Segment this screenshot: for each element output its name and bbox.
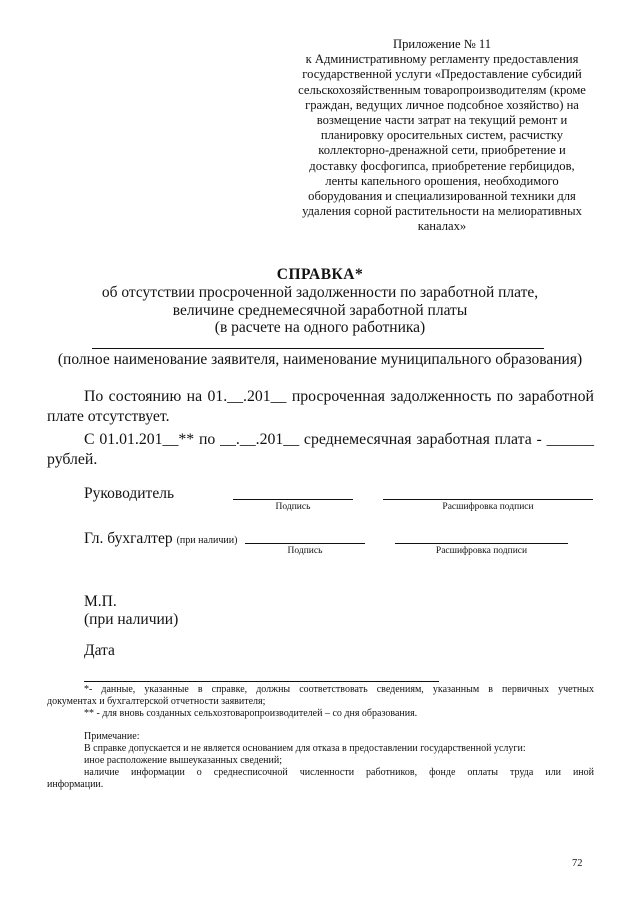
paragraph-1-line-2: плате отсутствует. <box>47 408 170 425</box>
appendix-line: государственной услуги «Предоставление субсидий <box>302 67 582 82</box>
appendix-line: возмещение части затрат на текущий ремонт и <box>316 113 568 128</box>
head-label: Руководитель <box>84 485 175 502</box>
subtitle-line: (в расчете на одного работника) <box>214 319 426 336</box>
appendix-line: Приложение № 11 <box>392 37 492 51</box>
accountant-signature-caption: Подпись <box>287 546 323 556</box>
appendix-line: ленты капельного орошения, необходимого <box>325 173 559 188</box>
footnote-separator <box>84 681 439 682</box>
footnote-star-1-line-1: *- данные, указанные в справке, должны соответствовать сведениям, указанным в первичных учетных <box>84 684 594 695</box>
paragraph-2-line-1: С 01.01.201__** по __.__.201__ среднемесячная заработная плата - ______ <box>84 431 594 448</box>
note-line-1: В справке допускается и не является основанием для отказа в предоставлении государственной услуги: <box>84 743 526 754</box>
appendix-line: оборудования и специализированной техники для <box>308 189 576 204</box>
head-decoding-line[interactable] <box>383 499 593 500</box>
accountant-decoding-line[interactable] <box>395 543 568 544</box>
appendix-line: доставку фосфогипса, приобретение гербицидов, <box>309 158 575 173</box>
head-decoding-caption: Расшифровка подписи <box>442 502 534 512</box>
paragraph-2-line-2: рублей. <box>47 451 98 468</box>
subtitle-line: об отсутствии просроченной задолженности по заработной плате, <box>101 284 539 301</box>
accountant-note: (при наличии) <box>176 535 238 546</box>
head-signature-line[interactable] <box>233 499 353 500</box>
appendix-line: сельскохозяйственным товаропроизводителям (кроме <box>298 82 586 97</box>
stamp-label: М.П. <box>84 593 117 610</box>
date-label: Дата <box>84 642 115 659</box>
accountant-decoding-caption: Расшифровка подписи <box>435 546 528 556</box>
appendix-line: к Административному регламенту предоставления <box>305 52 579 67</box>
accountant-signature-line[interactable] <box>245 543 365 544</box>
appendix-header <box>296 37 588 235</box>
footnote-star-2: ** - для вновь созданных сельхозтоваропроизводителей – со дня образования. <box>84 708 418 719</box>
appendix-line: каналах» <box>417 219 467 234</box>
applicant-name-line[interactable] <box>92 348 544 349</box>
accountant-label-group <box>84 530 237 548</box>
appendix-line: удаления сорной растительности на мелиоративных <box>302 204 582 219</box>
document-title: СПРАВКА* <box>276 266 364 283</box>
paragraph-1-line-1: По состоянию на 01.__.201__ просроченная задолженность по заработной <box>84 388 594 405</box>
subtitle-line: величине среднемесячной заработной платы <box>172 301 468 319</box>
note-line-3a: наличие информации о среднесписочной численности работников, фонде оплаты труда или иной <box>84 767 594 778</box>
applicant-caption: (полное наименование заявителя, наименование муниципального образования) <box>57 351 583 368</box>
page-number: 72 <box>572 858 583 869</box>
document-subtitle <box>60 284 580 337</box>
note-line-2: иное расположение вышеуказанных сведений; <box>84 755 283 766</box>
note-line-3b: информации. <box>47 779 104 790</box>
appendix-line: граждан, ведущих личное подсобное хозяйство) на <box>305 97 579 112</box>
note-heading: Примечание: <box>84 731 140 742</box>
stamp-note: (при наличии) <box>84 611 179 628</box>
appendix-line: коллекторно-дренажной сети, приобретение и <box>318 143 566 158</box>
accountant-label: Гл. бухгалтер <box>84 530 173 547</box>
appendix-line: планировку оросительных систем, расчистку <box>320 128 564 143</box>
footnote-star-1-line-2: документах и бухгалтерской отчетности заявителя; <box>47 696 266 707</box>
head-signature-caption: Подпись <box>275 502 311 512</box>
